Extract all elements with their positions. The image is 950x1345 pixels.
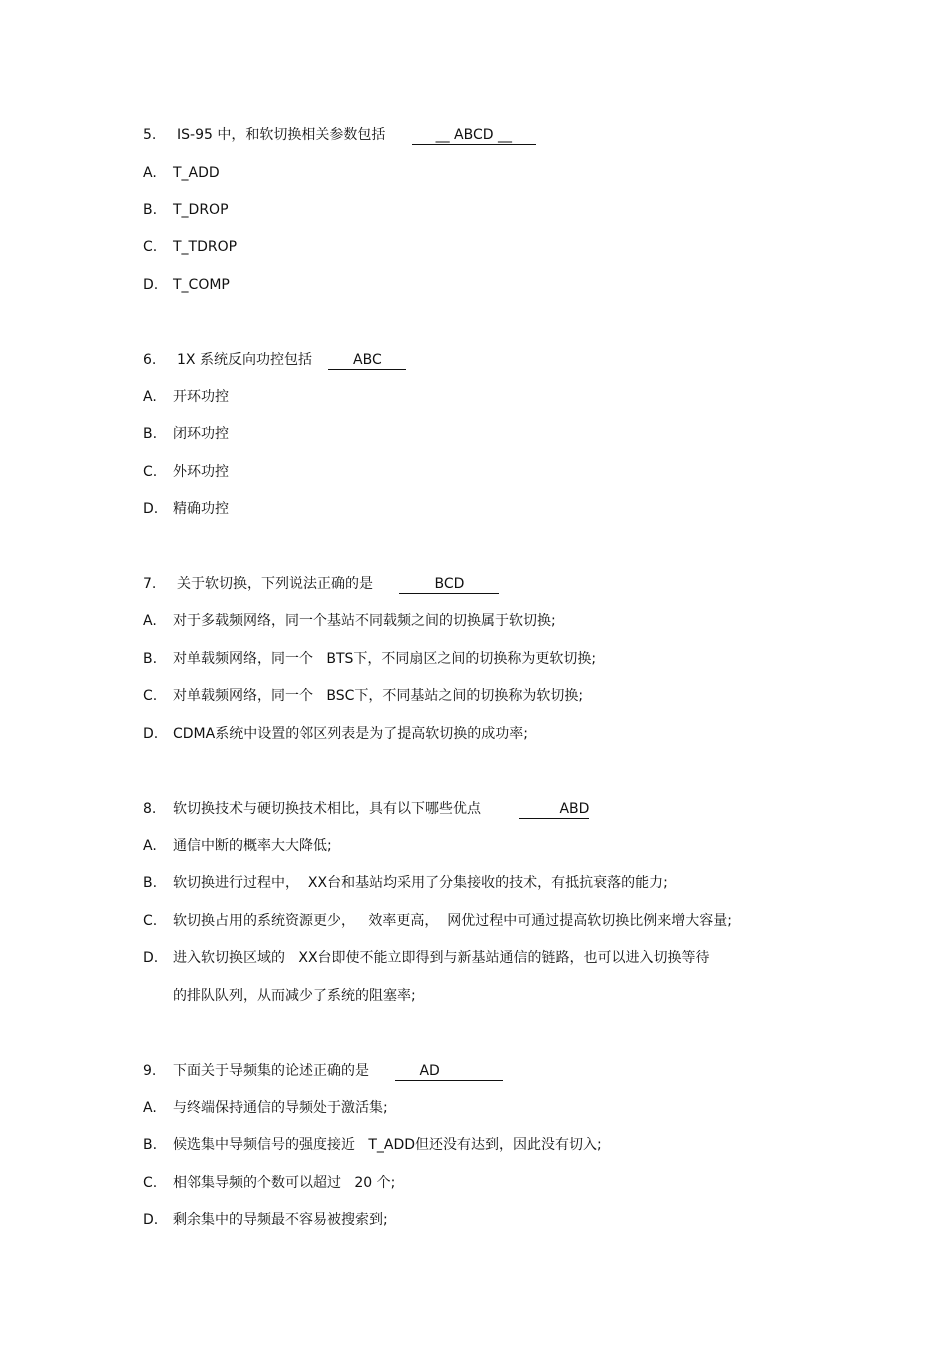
answer-blank: __ ABCD __: [412, 127, 536, 145]
option-c: [143, 912, 732, 930]
option-letter: D.: [143, 501, 159, 517]
option-text: 软切换进行过程中， XX台和基站均采用了分集接收的技术，有抵抗衰落的能力;: [173, 875, 668, 891]
question-number: 5.: [143, 127, 157, 143]
option-text: 对于多载频网络，同一个基站不同载频之间的切换属于软切换;: [173, 613, 556, 629]
question-number: 8.: [143, 801, 157, 817]
option-text: T_TDROP: [173, 239, 238, 255]
option-c: [143, 238, 237, 256]
option-a: [143, 164, 220, 182]
option-text: 对单载频网络，同一个 BTS下，不同扇区之间的切换称为更软切换;: [173, 651, 597, 667]
question-text: 关于软切换，下列说法正确的是: [177, 576, 373, 592]
question-number: 7.: [143, 576, 157, 592]
question-7: [143, 575, 499, 594]
option-c: [143, 463, 229, 481]
option-b: [143, 201, 229, 219]
option-text: 对单载频网络，同一个 BSC下，不同基站之间的切换称为软切换;: [173, 688, 584, 704]
option-text: 候选集中导频信号的强度接近 T_ADD但还没有达到，因此没有切入;: [173, 1137, 602, 1153]
question-5: [143, 126, 536, 145]
option-letter: B.: [143, 875, 158, 891]
option-letter: B.: [143, 651, 158, 667]
question-text: 1X 系统反向功控包括: [177, 352, 312, 368]
option-letter: C.: [143, 913, 158, 929]
option-letter: A.: [143, 165, 157, 181]
option-text: T_ADD: [173, 165, 220, 181]
answer-blank: ABC: [328, 352, 406, 370]
option-a: [143, 1099, 388, 1117]
option-text: 开环功控: [173, 389, 229, 405]
option-letter: D.: [143, 726, 159, 742]
option-letter: A.: [143, 613, 157, 629]
option-d: [143, 1211, 388, 1229]
option-b: [143, 874, 668, 892]
option-d: [143, 949, 710, 967]
option-text: 通信中断的概率大大降低;: [173, 838, 332, 854]
option-d: [143, 500, 229, 518]
option-letter: B.: [143, 426, 158, 442]
option-a: [143, 388, 229, 406]
question-text: 软切换技术与硬切换技术相比，具有以下哪些优点: [173, 801, 481, 817]
option-text: 进入软切换区域的 XX台即使不能立即得到与新基站通信的链路，也可以进入切换等待: [173, 950, 710, 966]
option-text: CDMA系统中设置的邻区列表是为了提高软切换的成功率;: [173, 726, 528, 742]
option-letter: D.: [143, 950, 159, 966]
question-9: [143, 1062, 503, 1081]
option-text: 剩余集中的导频最不容易被搜索到;: [173, 1212, 388, 1228]
option-b: [143, 425, 229, 443]
question-text: 下面关于导频集的论述正确的是: [173, 1063, 369, 1079]
option-letter: B.: [143, 1137, 158, 1153]
option-d-continuation: 的排队队列，从而减少了系统的阻塞率;: [173, 988, 416, 1004]
option-d: [143, 725, 528, 743]
option-text: 精确功控: [173, 501, 229, 517]
question-text: IS-95 中，和软切换相关参数包括: [177, 127, 386, 143]
option-c: [143, 1174, 395, 1192]
option-letter: A.: [143, 389, 157, 405]
option-letter: B.: [143, 202, 158, 218]
option-a: [143, 612, 556, 630]
option-letter: D.: [143, 277, 159, 293]
answer-blank: BCD: [399, 576, 499, 594]
option-d: [143, 276, 230, 294]
option-letter: D.: [143, 1212, 159, 1228]
question-number: 6.: [143, 352, 157, 368]
option-letter: C.: [143, 239, 158, 255]
question-number: 9.: [143, 1063, 157, 1079]
option-text: 外环功控: [173, 464, 229, 480]
option-letter: C.: [143, 1175, 158, 1191]
option-text: 软切换占用的系统资源更少， 效率更高， 网优过程中可通过提高软切换比例来增大容量;: [173, 913, 732, 929]
option-b: [143, 650, 596, 668]
question-8: [143, 800, 589, 819]
option-text: 与终端保持通信的导频处于激活集;: [173, 1100, 388, 1116]
option-text: T_DROP: [173, 202, 229, 218]
option-b: [143, 1136, 602, 1154]
option-letter: C.: [143, 464, 158, 480]
option-letter: C.: [143, 688, 158, 704]
answer-text: AD: [419, 1063, 440, 1079]
option-letter: A.: [143, 1100, 157, 1116]
question-6: [143, 351, 406, 370]
option-letter: A.: [143, 838, 157, 854]
option-text: T_COMP: [173, 277, 230, 293]
option-text: 闭环功控: [173, 426, 229, 442]
option-a: [143, 837, 332, 855]
option-text: 相邻集导频的个数可以超过 20 个;: [173, 1175, 396, 1191]
option-c: [143, 687, 583, 705]
answer-blank: [395, 1063, 503, 1081]
answer-blank: ABD: [519, 801, 589, 819]
